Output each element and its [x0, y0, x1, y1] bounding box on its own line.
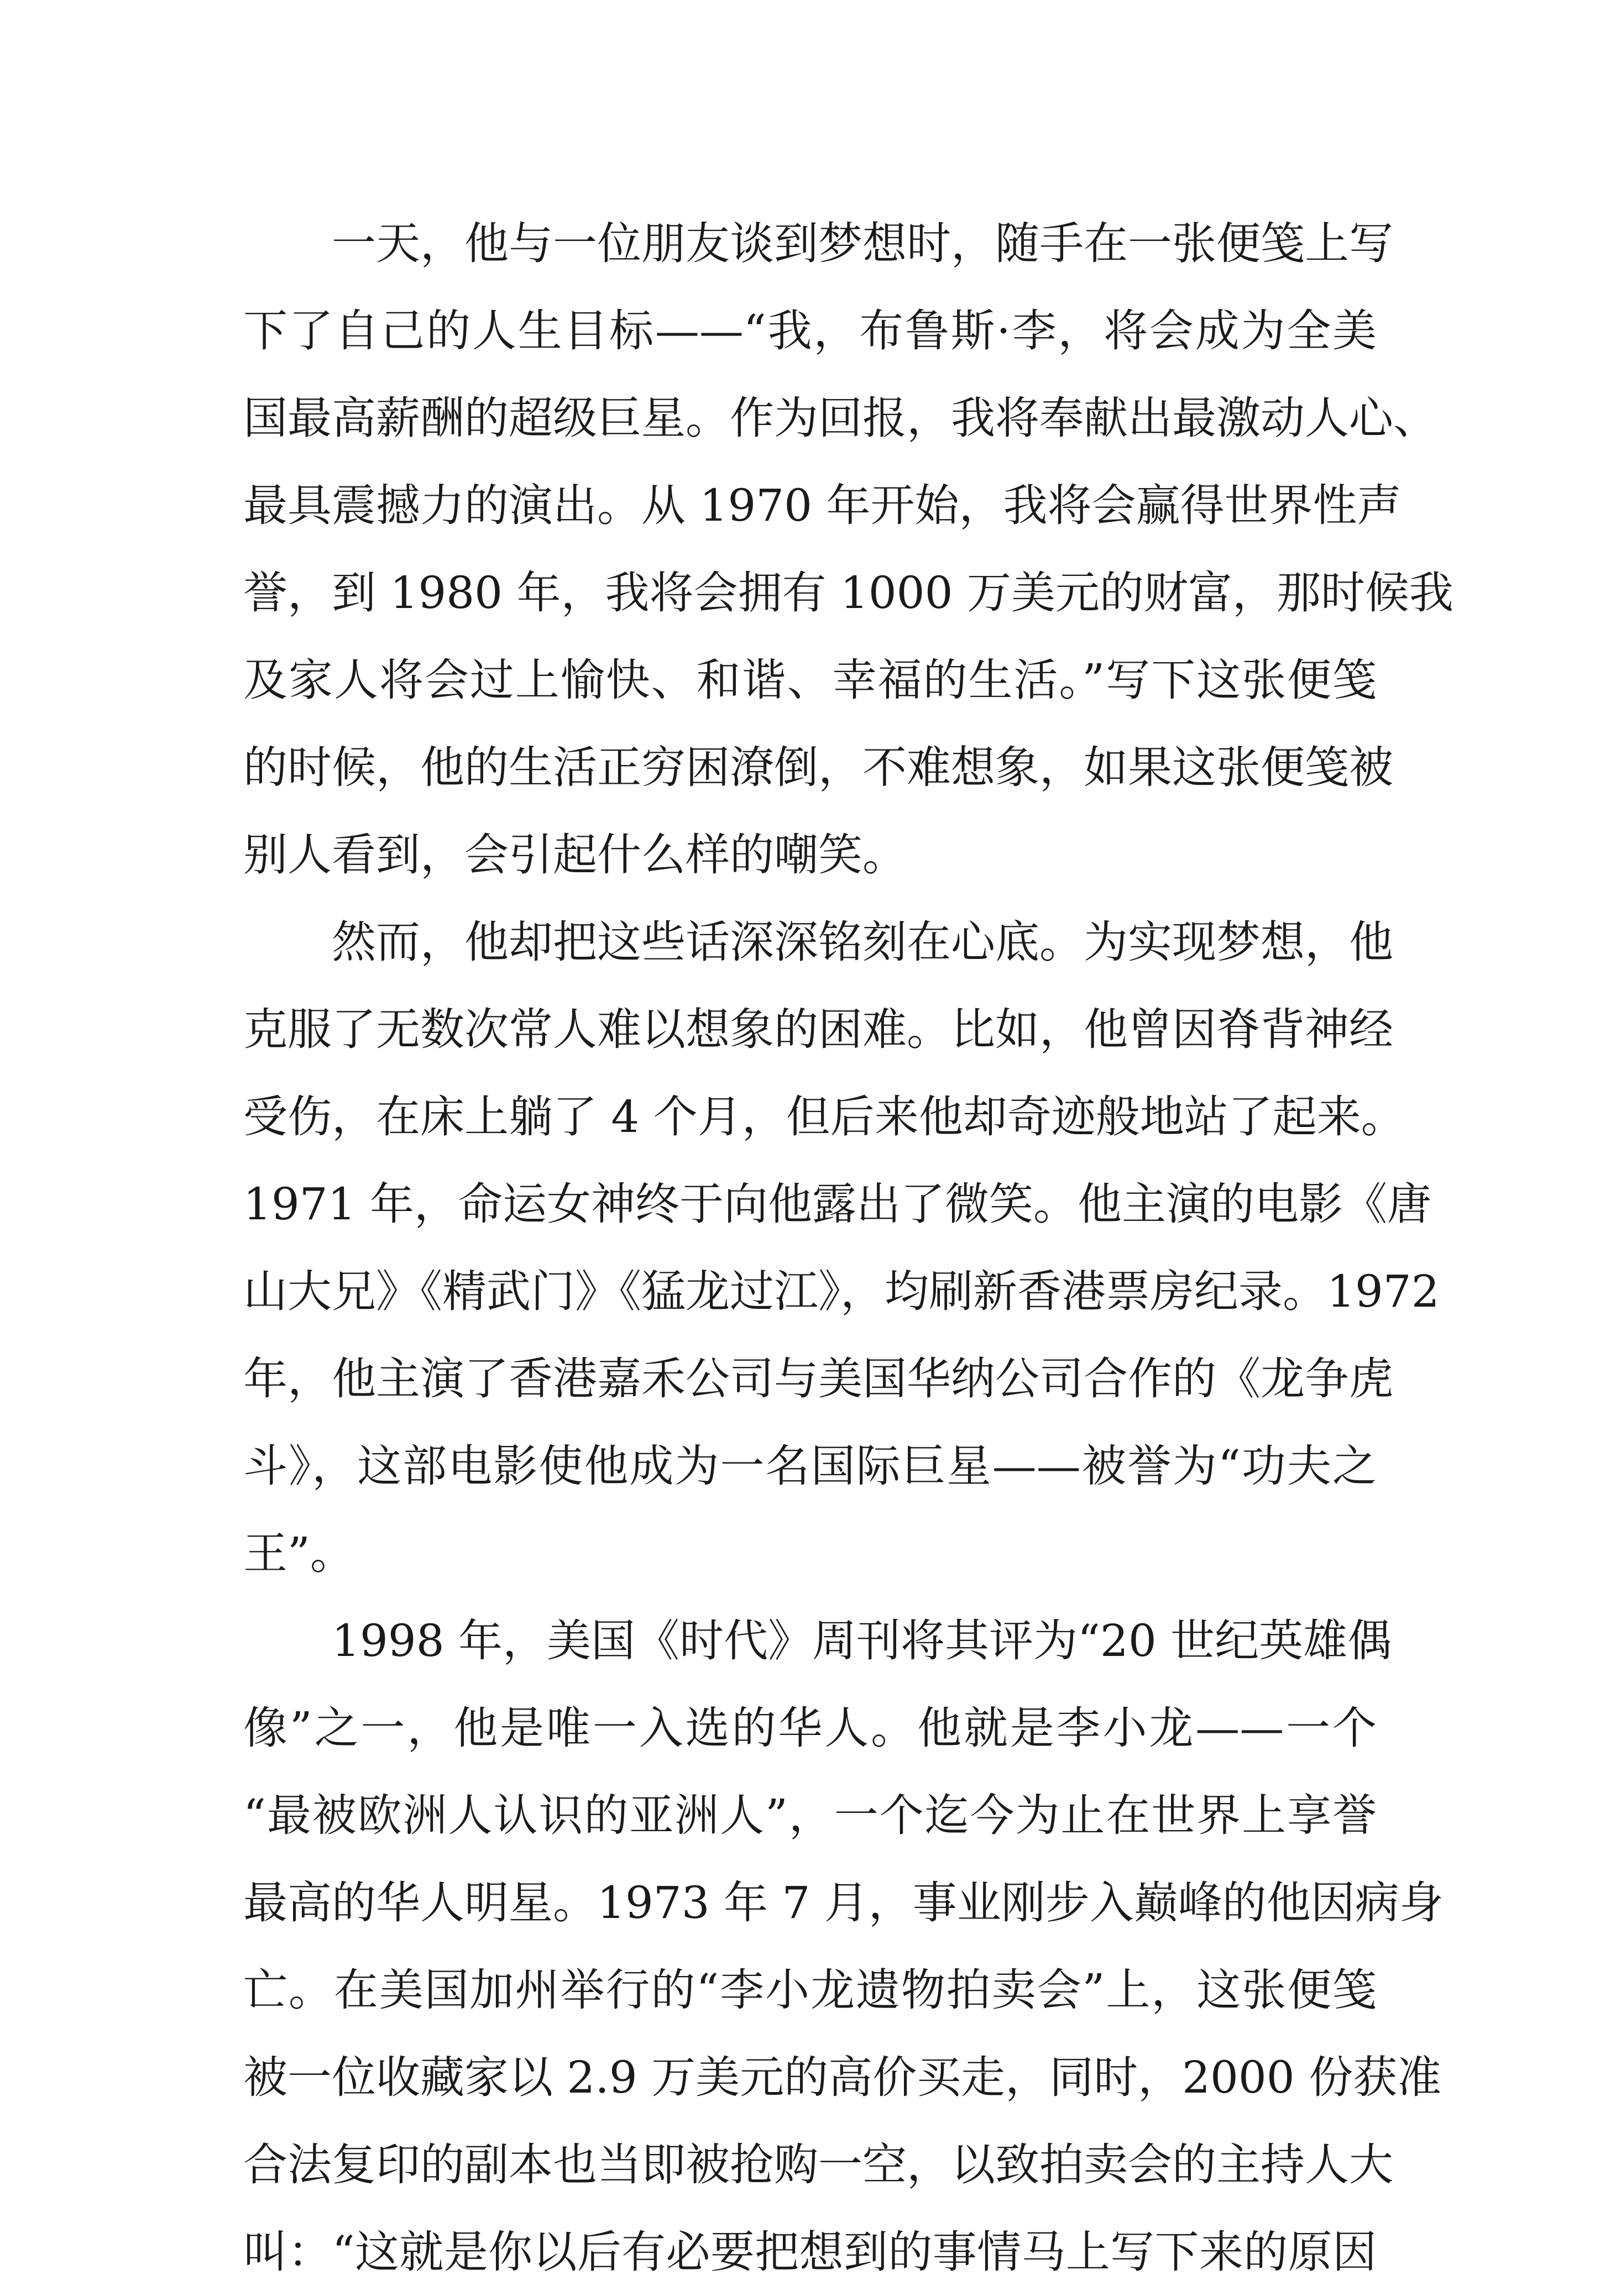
- paragraph-3-line-8: 叫：“这就是你以后有必要把想到的事情马上写下来的原因: [243, 2226, 1377, 2278]
- paragraph-2-line-7: 斗》，这部电影使他成为一名国际巨星——被誉为“功夫之: [243, 1440, 1377, 1492]
- paragraph-3-line-1: 1998 年，美国《时代》周刊将其评为“20 世纪英雄偶: [332, 1615, 1392, 1666]
- paragraph-3-line-5: 亡。在美国加州举行的“李小龙遗物拍卖会”上，这张便笺: [243, 1964, 1377, 2016]
- paragraph-1-line-6: 及家人将会过上愉快、和谐、幸福的生活。”写下这张便笺: [243, 654, 1377, 706]
- paragraph-3-line-6: 被一位收藏家以 2.9 万美元的高价买走，同时，2000 份获准: [243, 2052, 1442, 2103]
- paragraph-1-line-8: 别人看到，会引起什么样的嘲笑。: [243, 829, 907, 880]
- paragraph-2-line-5: 山大兄》《精武门》《猛龙过江》，均刷新香港票房纪录。1972: [243, 1266, 1440, 1317]
- paragraph-2-line-8: 王”。: [243, 1528, 354, 1579]
- paragraph-2-line-4: 1971 年，命运女神终于向他露出了微笑。他主演的电影《唐: [243, 1178, 1432, 1230]
- document-body: [243, 200, 1453, 2296]
- paragraph-2-line-6: 年，他主演了香港嘉禾公司与美国华纳公司合作的《龙争虎: [243, 1353, 1393, 1404]
- paragraph-2-line-1: 然而，他却把这些话深深铭刻在心底。为实现梦想，他: [332, 916, 1393, 968]
- paragraph-3-line-2: 像”之一，他是唯一入选的华人。他就是李小龙——一个: [243, 1702, 1377, 1754]
- paragraph-1-line-5: 誉，到 1980 年，我将会拥有 1000 万美元的财富，那时候我: [243, 567, 1453, 618]
- paragraph-2-line-3: 受伤，在床上躺了 4 个月，但后来他却奇迹般地站了起来。: [243, 1091, 1405, 1142]
- paragraph-2-line-2: 克服了无数次常人难以想象的困难。比如，他曾因脊背神经: [243, 1004, 1393, 1055]
- paragraph-3-line-7: 合法复印的副本也当即被抢购一空，以致拍卖会的主持人大: [243, 2139, 1393, 2190]
- paragraph-3-line-3: “最被欧洲人认识的亚洲人”，一个迄今为止在世界上享誉: [243, 1790, 1377, 1841]
- paragraph-3-line-4: 最高的华人明星。1973 年 7 月，事业刚步入巅峰的他因病身: [243, 1877, 1444, 1928]
- paragraph-1-line-4: 最具震撼力的演出。从 1970 年开始，我将会赢得世界性声: [243, 480, 1402, 531]
- paragraph-1-line-7: 的时候，他的生活正穷困潦倒，不难想象，如果这张便笺被: [243, 742, 1393, 793]
- paragraph-1-line-1: 一天，他与一位朋友谈到梦想时，随手在一张便笺上写: [332, 218, 1393, 269]
- paragraph-1-line-3: 国最高薪酬的超级巨星。作为回报，我将奉献出最激动人心、: [243, 392, 1437, 444]
- paragraph-1-line-2: 下了自己的人生目标——“我，布鲁斯·李，将会成为全美: [243, 305, 1377, 357]
